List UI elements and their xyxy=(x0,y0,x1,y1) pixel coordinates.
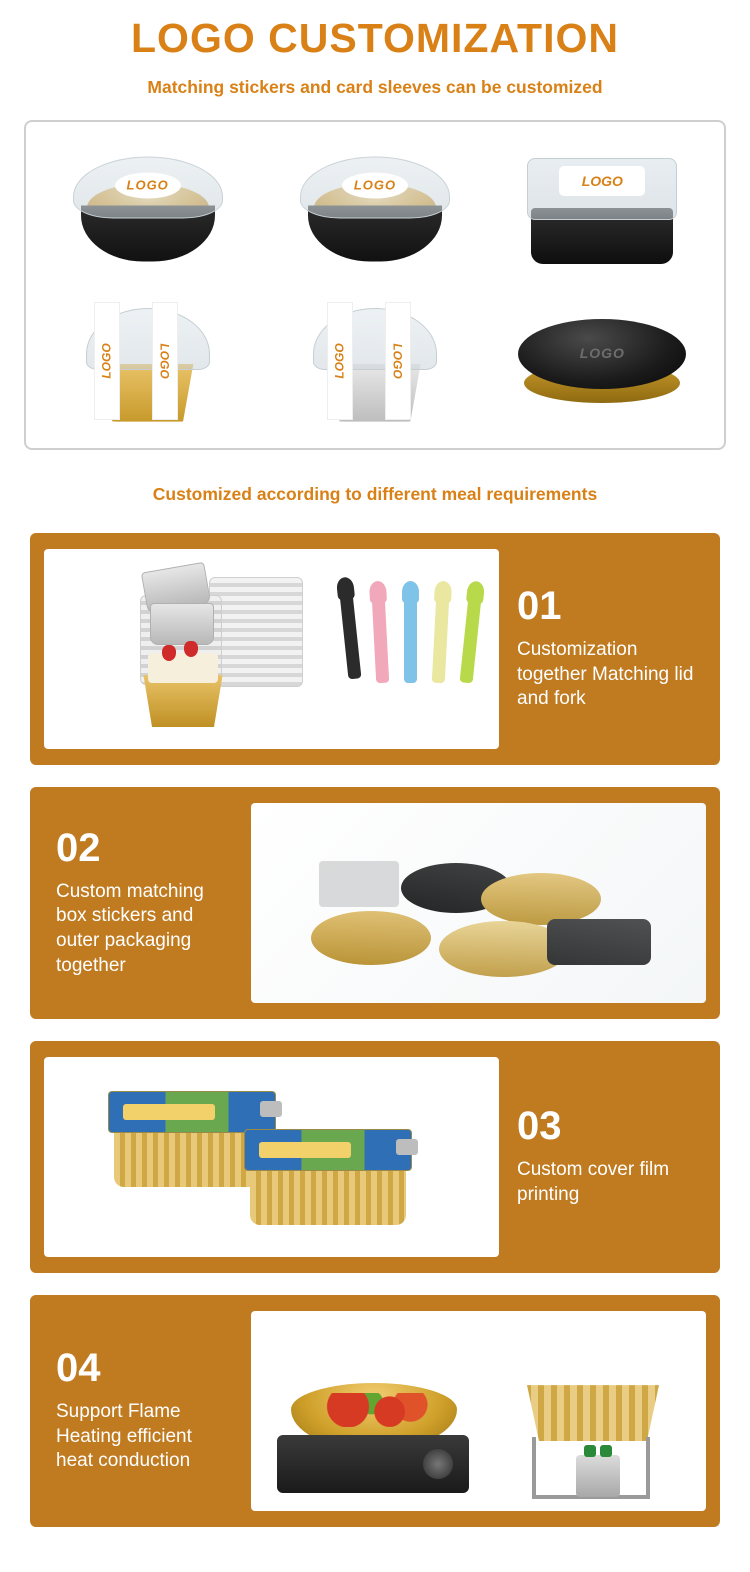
card-sleeve-right xyxy=(385,302,411,420)
black-round-lid-art xyxy=(518,319,686,405)
fork-pink xyxy=(372,597,389,684)
showcase-item-gold-cup-sleeve xyxy=(39,285,257,438)
feature-card-02-text xyxy=(44,825,251,979)
feature-card-02-description: Custom matching box stickers and outer packaging together xyxy=(56,880,204,976)
fork-blue xyxy=(404,597,417,683)
embossed-logo: LOGO xyxy=(579,344,625,361)
feature-card-04 xyxy=(30,1295,720,1527)
sealed-tray xyxy=(244,1129,412,1225)
dessert-cake xyxy=(148,653,218,683)
foil-tray-body xyxy=(250,1163,406,1225)
card-sleeve-left xyxy=(327,302,353,420)
rectangular-black-box-art xyxy=(527,154,677,264)
feature-card-list xyxy=(30,533,720,1527)
fork-green xyxy=(460,597,482,684)
silver-cup-sleeve-art xyxy=(305,302,445,422)
sleeve-logo: LOGO xyxy=(99,342,114,379)
feature-card-04-number: 04 xyxy=(56,1346,101,1391)
feature-card-03 xyxy=(30,1041,720,1273)
stove-knob xyxy=(423,1449,453,1479)
strawberry xyxy=(184,641,198,657)
sleeve-logo: LOGO xyxy=(332,342,347,379)
feature-card-04-description: Support Flame Heating efficient heat conduction xyxy=(56,1401,192,1472)
round-black-bowl-clear-lid-art xyxy=(300,156,450,261)
feature-card-04-text xyxy=(44,1348,251,1474)
showcase-item-black-round-lid xyxy=(493,285,711,438)
printed-cover-film xyxy=(244,1129,412,1171)
feature-card-03-image xyxy=(44,1057,499,1257)
card-sleeve-right xyxy=(152,302,178,420)
section-headline: Customized according to different meal requirements xyxy=(152,484,598,505)
showcase-item-rectangular-black-box xyxy=(493,132,711,285)
fork-cream xyxy=(432,597,449,684)
page-title: LOGO CUSTOMIZATION xyxy=(131,15,619,61)
plastic-bag-overlay xyxy=(251,803,706,1003)
feature-card-03-text xyxy=(499,1106,706,1207)
film-label-strip xyxy=(123,1104,215,1120)
film-label-strip xyxy=(259,1142,351,1158)
feature-card-02-number: 02 xyxy=(56,825,101,870)
feature-card-03-description: Custom cover film printing xyxy=(517,1159,670,1206)
peel-tab xyxy=(396,1139,418,1155)
showcase-row-bottom xyxy=(34,285,716,438)
logo-sticker: LOGO xyxy=(559,166,645,196)
strawberry xyxy=(162,645,176,661)
feature-card-01-description: Customization together Matching lid and fork xyxy=(517,639,694,710)
food-contents xyxy=(309,1393,439,1427)
feature-card-02-image xyxy=(251,803,706,1003)
peel-tab xyxy=(260,1101,282,1117)
feature-card-02 xyxy=(30,787,720,1019)
fuel-cap xyxy=(584,1445,596,1457)
clear-lid-stack xyxy=(209,577,303,687)
fuel-can xyxy=(576,1455,620,1497)
feature-card-04-image xyxy=(251,1311,706,1511)
feature-card-01-number: 01 xyxy=(517,584,562,629)
sleeve-logo: LOGO xyxy=(390,342,405,379)
logo-showcase-panel xyxy=(24,120,726,450)
showcase-row-top xyxy=(34,132,716,285)
showcase-item-round-black-bowl-gold-interior xyxy=(39,132,257,285)
sleeve-logo: LOGO xyxy=(157,342,172,379)
page-subtitle: Matching stickers and card sleeves can be customized xyxy=(147,77,603,98)
logo-sticker: LOGO xyxy=(342,172,408,198)
logo-sticker: LOGO xyxy=(115,172,181,198)
portable-gas-stove xyxy=(277,1435,469,1493)
printed-cover-film xyxy=(108,1091,276,1133)
fuel-cap xyxy=(600,1445,612,1457)
showcase-item-silver-cup-sleeve xyxy=(266,285,484,438)
foil-tray xyxy=(150,603,214,645)
round-black-bowl-gold-interior-art xyxy=(73,156,223,261)
gold-cup-sleeve-art xyxy=(78,302,218,422)
feature-card-01 xyxy=(30,533,720,765)
fork-black xyxy=(340,593,362,680)
feature-card-01-image xyxy=(44,549,499,749)
showcase-item-round-black-bowl-clear-lid xyxy=(266,132,484,285)
rectangular-foil-pan xyxy=(518,1385,668,1441)
feature-card-03-number: 03 xyxy=(517,1104,562,1149)
card-sleeve-left xyxy=(94,302,120,420)
feature-card-01-text xyxy=(499,586,706,712)
